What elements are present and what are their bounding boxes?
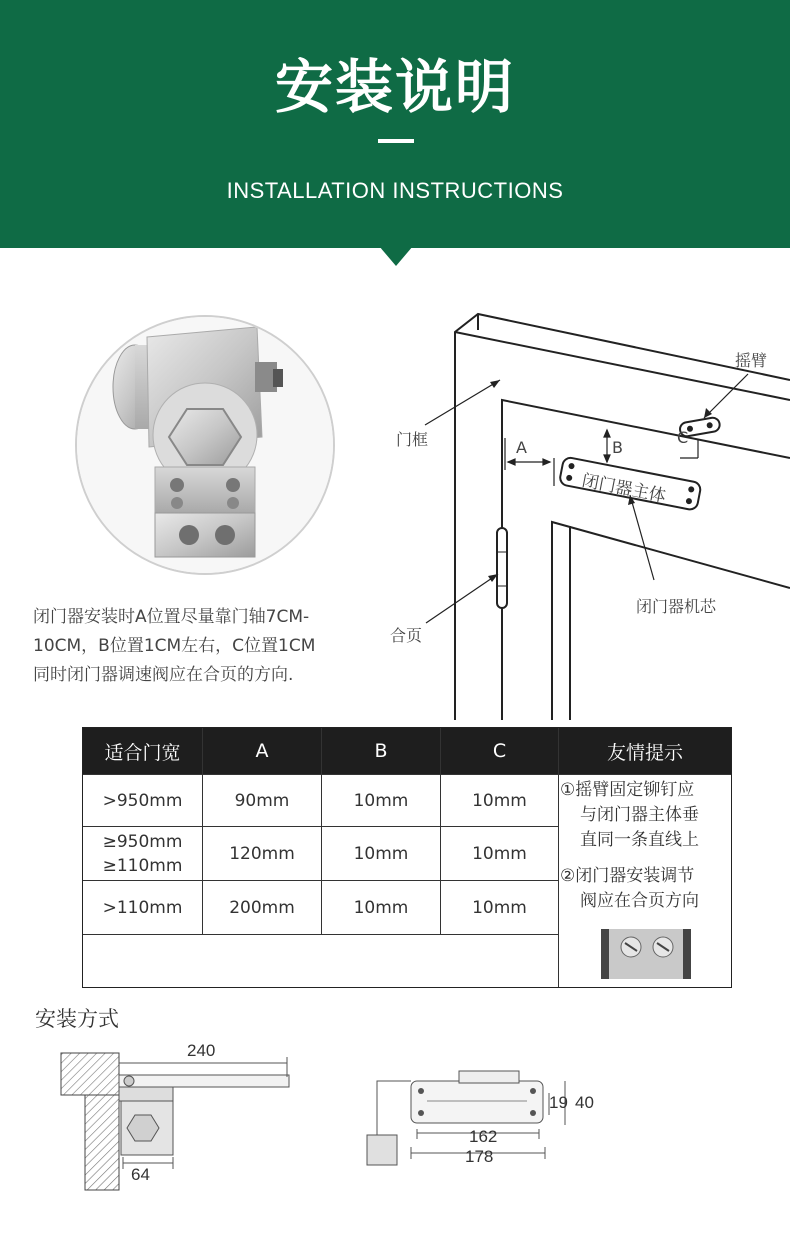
description-line: 10CM，B位置1CM左右，C位置1CM [33,636,316,656]
tip-line: 阀应在合页方向 [580,891,699,911]
install-section-title: 安装方式 [35,1007,119,1031]
header-a: A [203,728,321,774]
tip-line: 直同一条直线上 [580,830,699,850]
hinge-shape [497,528,507,608]
table-cell-c: 10mm [472,897,527,918]
spec-table [82,727,732,988]
table-cell-width [83,827,202,880]
table-cell-a: 90mm [234,790,290,811]
label-arm: 摇臂 [735,351,768,370]
header-tips: 友情提示 [559,728,731,774]
dim-offset: 64 [131,1165,150,1184]
description-line: 闭门器安装时A位置尽量靠门轴7CM- [33,607,310,627]
dim-total-width: 178 [465,1147,494,1166]
dim-body-width: 162 [469,1127,498,1146]
table-cell-width: >950mm [102,790,183,811]
label-a: A [516,438,527,457]
label-hinge: 合页 [390,626,423,645]
width-line: ≥110mm [102,855,183,876]
table-cell-c: 10mm [472,790,527,811]
dim-arm-length: 240 [187,1041,216,1060]
door-closer-closeup-image [75,315,335,575]
tip-line: 与闭门器主体垂 [580,805,699,825]
header-c: C [441,728,558,774]
width-line: ≥950mm [102,831,183,852]
header-door-width: 适合门宽 [83,728,202,774]
table-cell-b: 10mm [353,897,409,918]
header-arrow-notch [379,246,413,266]
tip-line: ②闭门器安装调节 [560,866,695,886]
label-closer-body: 闭门器主体 [580,470,668,507]
header-banner [0,0,790,248]
valve-closeup-image [601,929,691,979]
page-title: 安装说明 [274,53,515,121]
installation-description [33,603,363,690]
title-divider [378,139,414,143]
label-frame: 门框 [396,430,429,449]
dim-inner-height: 19 [549,1093,568,1112]
description-line: 同时闭门器调速阀应在合页的方向. [33,665,294,685]
door-installation-diagram [380,290,790,720]
header-b: B [322,728,440,774]
label-b: B [612,438,623,457]
table-cell-b: 10mm [353,843,409,864]
table-cell-b: 10mm [353,790,409,811]
label-closer-core: 闭门器机芯 [636,597,717,616]
table-cell-width: >110mm [102,897,183,918]
table-cell-c: 10mm [472,843,527,864]
table-cell-a: 120mm [229,843,295,864]
label-c: C [677,428,689,447]
table-cell-a: 200mm [229,897,295,918]
dim-outer-height: 40 [575,1093,594,1112]
tip-line: ①摇臂固定铆钉应 [560,780,695,800]
tips-text [560,778,730,914]
install-dimension-diagram [55,1035,615,1200]
page-subtitle: INSTALLATION INSTRUCTIONS [226,178,564,203]
